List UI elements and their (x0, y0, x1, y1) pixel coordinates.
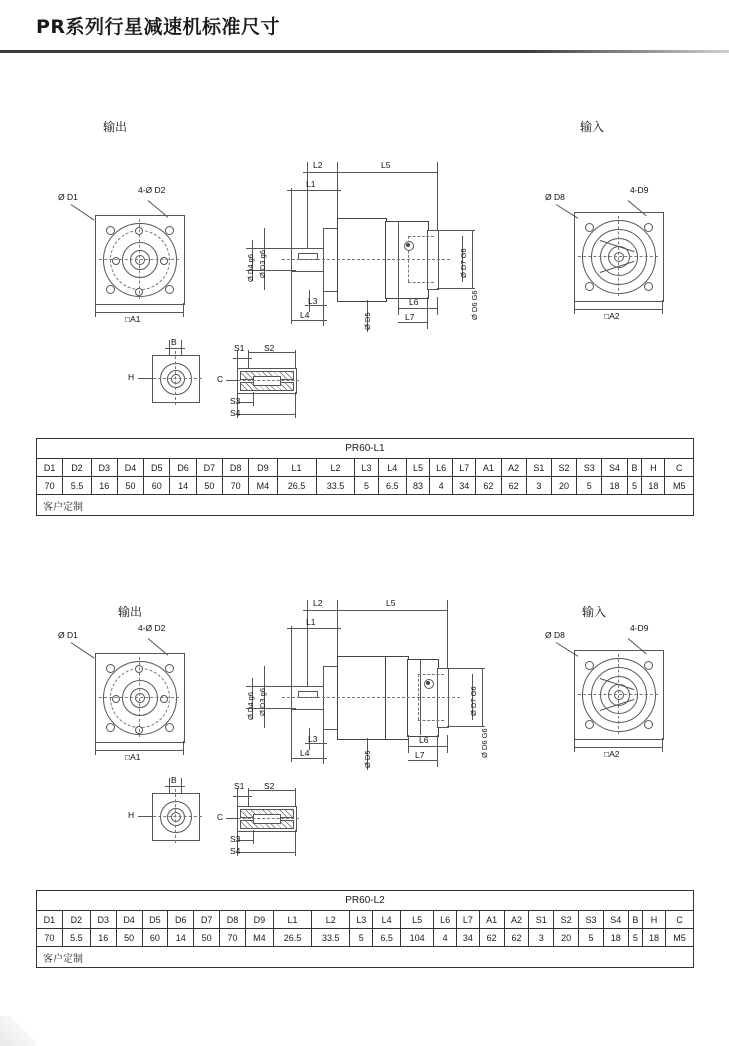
th-l1: L1 (277, 459, 316, 477)
val-d1: 70 (37, 477, 63, 495)
th-s4: S4 (603, 911, 628, 929)
val-s4: 18 (602, 477, 627, 495)
table-header-row (37, 911, 694, 929)
th-d1: D1 (37, 459, 63, 477)
th-b: B (628, 911, 642, 929)
dim-a1-label-1: □A1 (125, 314, 141, 324)
val-l6: 4 (434, 929, 457, 947)
spec-table-2 (36, 890, 694, 968)
dim-d3-label-1: Ø D3 g6 (258, 250, 267, 278)
dim-d2-label-2: 4-Ø D2 (138, 623, 166, 633)
th-c: C (665, 911, 693, 929)
table-title-row (37, 439, 694, 459)
table-title-row (37, 891, 694, 911)
val-d1: 70 (37, 929, 63, 947)
dim-s2-label-2: S2 (264, 781, 275, 791)
table-note-row (37, 947, 694, 968)
input-label-2: 输入 (582, 605, 607, 619)
dim-l5-label-1: L5 (381, 160, 391, 170)
th-l2: L2 (312, 911, 350, 929)
val-d2: 5.5 (63, 477, 91, 495)
th-d9: D9 (245, 911, 273, 929)
output-label-2: 输出 (118, 605, 143, 619)
dim-b-label-1: B (171, 337, 177, 347)
table-header-row (37, 459, 694, 477)
val-d5: 60 (142, 929, 168, 947)
th-l1: L1 (273, 911, 311, 929)
dim-a2-label-2: □A2 (604, 749, 620, 759)
input-label-1: 输入 (580, 120, 605, 134)
dim-a2-label-1: □A2 (604, 311, 620, 321)
dim-d1-label-2: Ø D1 (58, 630, 78, 640)
val-d8: 70 (220, 929, 246, 947)
th-c: C (665, 459, 694, 477)
dim-s2-label-1: S2 (264, 343, 275, 353)
dim-l4-label-1: L4 (300, 310, 310, 320)
th-d8: D8 (220, 911, 246, 929)
th-d6: D6 (170, 459, 196, 477)
val-l4: 6.5 (378, 477, 406, 495)
dim-d1-label-1: Ø D1 (58, 192, 78, 202)
dim-d8-label-2: Ø D8 (545, 630, 565, 640)
th-h: H (642, 459, 665, 477)
th-d4: D4 (116, 911, 142, 929)
th-l4: L4 (373, 911, 401, 929)
dim-d7-label-2: Ø D7 G6 (469, 686, 478, 716)
table-row (37, 477, 694, 495)
th-s4: S4 (602, 459, 627, 477)
val-d6: 14 (168, 929, 194, 947)
dim-l6-label-2: L6 (419, 735, 429, 745)
dim-c-label-1: C (217, 374, 224, 384)
val-d4: 50 (117, 477, 143, 495)
th-l5: L5 (406, 459, 429, 477)
dim-l4-label-2: L4 (300, 748, 310, 758)
val-l1: 26.5 (273, 929, 311, 947)
val-s2: 20 (554, 929, 579, 947)
dim-l1-label-1: L1 (306, 179, 316, 189)
dim-l2-label-2: L2 (313, 598, 323, 608)
val-s3: 5 (577, 477, 602, 495)
table-note-2: 客户定制 (37, 947, 694, 968)
val-a2: 62 (504, 929, 529, 947)
th-d7: D7 (194, 911, 220, 929)
dim-l5-label-2: L5 (386, 598, 396, 608)
val-h: 18 (642, 477, 665, 495)
dim-h-label-1: H (128, 372, 135, 382)
dim-d4-label-1: Ø D4 g6 (246, 254, 255, 282)
val-d2: 5.5 (62, 929, 90, 947)
th-d5: D5 (142, 911, 168, 929)
th-d3: D3 (91, 459, 117, 477)
dim-s4-label-1: S4 (230, 408, 241, 418)
val-b: 5 (627, 477, 642, 495)
val-l7: 34 (456, 929, 479, 947)
th-d6: D6 (168, 911, 194, 929)
th-l4: L4 (378, 459, 406, 477)
val-l5: 83 (406, 477, 429, 495)
val-c: M5 (665, 477, 694, 495)
val-d4: 50 (116, 929, 142, 947)
val-s3: 5 (579, 929, 604, 947)
title-divider (0, 50, 729, 53)
th-d9: D9 (249, 459, 277, 477)
val-s2: 20 (551, 477, 576, 495)
page-title: PR系列行星减速机标准尺寸 (36, 16, 281, 38)
val-a1: 62 (476, 477, 501, 495)
dim-s1-label-2: S1 (234, 781, 245, 791)
th-d4: D4 (117, 459, 143, 477)
spec-table-1 (36, 438, 694, 516)
val-l3: 5 (350, 929, 373, 947)
dim-a1-label-2: □A1 (125, 752, 141, 762)
th-h: H (643, 911, 666, 929)
table-note-row (37, 495, 694, 516)
table-model-2: PR60-L2 (37, 891, 694, 911)
val-b: 5 (628, 929, 642, 947)
val-l5: 104 (401, 929, 434, 947)
dim-c-label-2: C (217, 812, 224, 822)
table-model-1: PR60-L1 (37, 439, 694, 459)
th-l6: L6 (434, 911, 457, 929)
dim-l1-label-2: L1 (306, 617, 316, 627)
val-d9: M4 (249, 477, 277, 495)
table-note-1: 客户定制 (37, 495, 694, 516)
th-d3: D3 (90, 911, 116, 929)
dim-s1-label-1: S1 (234, 343, 245, 353)
dim-d8-label-1: Ø D8 (545, 192, 565, 202)
val-a2: 62 (501, 477, 526, 495)
th-l7: L7 (456, 911, 479, 929)
th-a1: A1 (479, 911, 504, 929)
th-d2: D2 (62, 911, 90, 929)
dim-l2-label-1: L2 (313, 160, 323, 170)
th-l3: L3 (350, 911, 373, 929)
th-a1: A1 (476, 459, 501, 477)
th-l6: L6 (430, 459, 453, 477)
val-c: M5 (665, 929, 693, 947)
th-s2: S2 (554, 911, 579, 929)
th-b: B (627, 459, 642, 477)
dim-s3-label-1: S3 (230, 396, 241, 406)
th-l2: L2 (316, 459, 355, 477)
val-d3: 16 (91, 477, 117, 495)
val-d7: 50 (194, 929, 220, 947)
dim-d9-label-2: 4-D9 (630, 623, 649, 633)
th-d7: D7 (196, 459, 222, 477)
th-d5: D5 (144, 459, 170, 477)
dim-d6-label-1: Ø D6 G6 (470, 290, 479, 320)
val-l3: 5 (355, 477, 378, 495)
th-s2: S2 (551, 459, 576, 477)
dim-d3-label-2: Ø D3 g6 (258, 688, 267, 716)
dim-s4-label-2: S4 (230, 846, 241, 856)
th-s1: S1 (529, 911, 554, 929)
val-a1: 62 (479, 929, 504, 947)
dim-l7-label-2: L7 (415, 750, 425, 760)
dim-b-label-2: B (171, 775, 177, 785)
th-a2: A2 (501, 459, 526, 477)
th-d1: D1 (37, 911, 63, 929)
drawing-block-1 (0, 100, 729, 430)
drawing-block-2 (0, 585, 729, 915)
dim-l3-label-2: L3 (308, 734, 318, 744)
dim-l7-label-1: L7 (405, 312, 415, 322)
val-d8: 70 (222, 477, 248, 495)
val-d5: 60 (144, 477, 170, 495)
val-d6: 14 (170, 477, 196, 495)
val-s1: 3 (529, 929, 554, 947)
th-d2: D2 (63, 459, 91, 477)
val-l2: 33.5 (316, 477, 355, 495)
dim-s3-label-2: S3 (230, 834, 241, 844)
dim-d7-label-1: Ø D7 G6 (459, 248, 468, 278)
dim-d5-label-1: Ø D5 (363, 312, 372, 330)
val-h: 18 (643, 929, 666, 947)
dim-l6-label-1: L6 (409, 297, 419, 307)
th-l7: L7 (453, 459, 476, 477)
dim-l3-label-1: L3 (308, 296, 318, 306)
th-s1: S1 (526, 459, 551, 477)
output-label-1: 输出 (103, 120, 128, 134)
val-d9: M4 (245, 929, 273, 947)
dim-h-label-2: H (128, 810, 135, 820)
val-l4: 6.5 (373, 929, 401, 947)
dim-d6-label-2: Ø D6 G6 (480, 728, 489, 758)
th-a2: A2 (504, 911, 529, 929)
dim-d9-label-1: 4-D9 (630, 185, 649, 195)
th-s3: S3 (579, 911, 604, 929)
page-corner-fold (0, 1016, 36, 1046)
val-l6: 4 (430, 477, 453, 495)
val-s4: 18 (603, 929, 628, 947)
val-l7: 34 (453, 477, 476, 495)
dim-d5-label-2: Ø D5 (363, 750, 372, 768)
dim-d4-label-2: Ø D4 g6 (246, 692, 255, 720)
dim-d2-label-1: 4-Ø D2 (138, 185, 166, 195)
table-row (37, 929, 694, 947)
th-l3: L3 (355, 459, 378, 477)
val-l2: 33.5 (312, 929, 350, 947)
val-s1: 3 (526, 477, 551, 495)
th-s3: S3 (577, 459, 602, 477)
val-l1: 26.5 (277, 477, 316, 495)
th-l5: L5 (401, 911, 434, 929)
th-d8: D8 (222, 459, 248, 477)
val-d7: 50 (196, 477, 222, 495)
val-d3: 16 (90, 929, 116, 947)
